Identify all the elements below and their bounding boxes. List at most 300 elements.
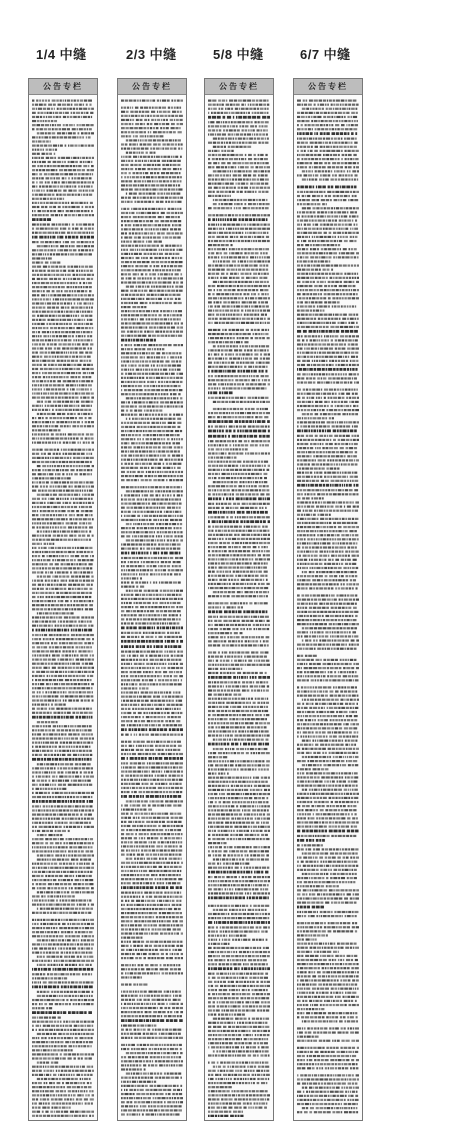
text-glyph-run bbox=[36, 140, 37, 142]
text-glyph-run bbox=[84, 654, 88, 656]
text-glyph-run bbox=[62, 347, 65, 349]
text-glyph-run bbox=[87, 675, 89, 677]
text-glyph-run bbox=[76, 863, 78, 865]
text-glyph-run bbox=[36, 481, 38, 483]
text-glyph-run bbox=[34, 1102, 37, 1104]
text-glyph-run bbox=[68, 1070, 71, 1072]
text-glyph-run bbox=[65, 498, 66, 500]
text-glyph-run bbox=[88, 642, 91, 644]
text-glyph-run bbox=[40, 908, 43, 910]
text-glyph-run bbox=[48, 339, 52, 341]
text-glyph-run bbox=[68, 899, 70, 901]
text-glyph-run bbox=[61, 559, 65, 561]
text-glyph-run bbox=[37, 278, 40, 280]
text-glyph-run bbox=[57, 161, 61, 163]
text-glyph-run bbox=[84, 270, 86, 272]
text-glyph-run bbox=[40, 683, 44, 685]
text-glyph-run bbox=[47, 559, 51, 561]
text-glyph-run bbox=[40, 514, 41, 516]
text-glyph-run bbox=[45, 822, 47, 824]
text-glyph-run bbox=[58, 616, 62, 618]
text-glyph-run bbox=[123, 265, 127, 267]
text-glyph-run bbox=[47, 331, 49, 333]
text-glyph-run bbox=[85, 514, 88, 516]
text-glyph-run bbox=[121, 318, 123, 320]
text-glyph-run bbox=[40, 973, 42, 975]
text-glyph-run bbox=[61, 931, 64, 933]
text-glyph-run bbox=[128, 224, 132, 226]
text-glyph-run bbox=[88, 157, 91, 159]
text-glyph-run bbox=[68, 838, 72, 840]
text-glyph-run bbox=[76, 368, 80, 370]
text-glyph-run bbox=[51, 991, 53, 993]
text-glyph-run bbox=[63, 904, 67, 906]
text-glyph-run bbox=[85, 327, 88, 329]
text-glyph-run bbox=[78, 629, 81, 632]
text-glyph-run bbox=[57, 625, 59, 627]
text-glyph-run bbox=[34, 863, 36, 865]
text-glyph-run bbox=[167, 281, 171, 283]
text-glyph-run bbox=[51, 214, 54, 216]
text-glyph-run bbox=[89, 104, 91, 106]
text-glyph-run bbox=[71, 506, 73, 508]
text-glyph-run bbox=[158, 208, 160, 210]
text-glyph-run bbox=[38, 433, 40, 435]
text-glyph-run bbox=[121, 356, 123, 358]
text-glyph-run bbox=[83, 413, 87, 415]
text-glyph-run bbox=[36, 563, 39, 565]
text-glyph-run bbox=[152, 193, 155, 195]
text-glyph-run bbox=[84, 995, 86, 997]
text-glyph-run bbox=[129, 236, 133, 238]
text-glyph-run bbox=[46, 671, 50, 673]
text-glyph-run bbox=[171, 99, 173, 101]
text-glyph-run bbox=[40, 485, 42, 487]
text-glyph-run bbox=[61, 612, 65, 614]
text-glyph-run bbox=[146, 188, 149, 190]
text-glyph-run bbox=[172, 164, 176, 166]
text-glyph-run bbox=[62, 132, 65, 134]
text-glyph-run bbox=[129, 152, 132, 154]
text-glyph-run bbox=[91, 132, 94, 134]
text-glyph-run bbox=[42, 477, 44, 479]
text-glyph-run bbox=[150, 220, 153, 222]
text-glyph-run bbox=[124, 123, 127, 125]
text-glyph-run bbox=[172, 294, 175, 296]
text-glyph-run bbox=[86, 453, 87, 455]
text-glyph-run bbox=[62, 530, 66, 532]
text-glyph-run bbox=[60, 767, 62, 769]
text-glyph-run bbox=[52, 620, 56, 622]
text-glyph-run bbox=[139, 172, 142, 174]
text-glyph-run bbox=[84, 551, 86, 553]
text-glyph-run bbox=[74, 185, 76, 187]
text-glyph-run bbox=[43, 384, 45, 386]
text-glyph-run bbox=[36, 319, 38, 321]
text-glyph-run bbox=[67, 968, 68, 971]
text-glyph-run bbox=[73, 1098, 75, 1100]
text-glyph-run bbox=[62, 999, 64, 1001]
text-glyph-run bbox=[62, 397, 64, 399]
text-glyph-run bbox=[53, 985, 57, 988]
text-glyph-run bbox=[79, 465, 81, 467]
text-glyph-run bbox=[43, 733, 46, 735]
text-glyph-run bbox=[39, 539, 42, 541]
text-glyph-run bbox=[177, 176, 179, 178]
text-glyph-run bbox=[76, 465, 78, 467]
text-glyph-run bbox=[91, 473, 92, 475]
text-glyph-run bbox=[70, 612, 73, 614]
text-glyph-run bbox=[91, 968, 93, 971]
text-glyph-run bbox=[138, 290, 141, 292]
text-glyph-run bbox=[73, 584, 77, 586]
text-glyph-run bbox=[59, 112, 62, 114]
text-glyph-run bbox=[35, 977, 36, 979]
text-glyph-run bbox=[141, 249, 145, 251]
text-glyph-run bbox=[59, 750, 61, 752]
text-glyph-run bbox=[55, 485, 57, 487]
text-glyph-run bbox=[58, 506, 60, 508]
text-glyph-run bbox=[70, 679, 72, 681]
text-glyph-run bbox=[55, 939, 57, 941]
text-glyph-run bbox=[53, 879, 56, 881]
text-glyph-run bbox=[62, 754, 66, 756]
text-glyph-run bbox=[48, 173, 49, 175]
text-glyph-run bbox=[74, 506, 77, 508]
text-glyph-run bbox=[54, 977, 58, 979]
text-glyph-run bbox=[80, 1066, 81, 1068]
text-glyph-run bbox=[41, 1041, 45, 1043]
text-glyph-run bbox=[71, 683, 73, 685]
text-glyph-run bbox=[46, 153, 49, 155]
text-glyph-run bbox=[121, 269, 124, 271]
text-glyph-run bbox=[81, 604, 84, 606]
text-glyph-run bbox=[76, 380, 78, 382]
text-glyph-run bbox=[43, 1094, 46, 1096]
text-glyph-run bbox=[162, 139, 165, 141]
text-glyph-run bbox=[141, 228, 143, 230]
text-glyph-run bbox=[83, 567, 86, 569]
text-glyph-run bbox=[85, 1070, 88, 1072]
text-glyph-run bbox=[69, 223, 70, 225]
text-glyph-run bbox=[56, 514, 57, 516]
text-glyph-run bbox=[176, 314, 178, 316]
text-glyph-run bbox=[129, 232, 131, 234]
text-glyph-run bbox=[54, 481, 58, 483]
text-glyph-run bbox=[90, 270, 93, 272]
text-glyph-run bbox=[50, 282, 53, 284]
text-glyph-run bbox=[50, 912, 52, 914]
text-glyph-run bbox=[49, 1016, 51, 1018]
text-glyph-run bbox=[89, 716, 90, 719]
text-glyph-run bbox=[92, 465, 94, 467]
text-glyph-run bbox=[80, 879, 82, 881]
text-glyph-run bbox=[57, 716, 60, 719]
text-glyph-run bbox=[88, 1011, 92, 1014]
text-glyph-run bbox=[56, 469, 59, 471]
text-glyph-run bbox=[124, 172, 127, 174]
text-glyph-run bbox=[79, 863, 83, 865]
text-glyph-run bbox=[144, 339, 145, 342]
text-glyph-run bbox=[40, 112, 43, 114]
text-glyph-run bbox=[77, 1053, 79, 1055]
text-glyph-run bbox=[38, 210, 41, 212]
text-glyph-run bbox=[73, 1033, 74, 1035]
text-glyph-run bbox=[42, 1107, 46, 1109]
text-glyph-run bbox=[139, 310, 142, 312]
text-glyph-run bbox=[32, 343, 33, 345]
text-glyph-run bbox=[175, 143, 178, 145]
text-glyph-run bbox=[88, 132, 90, 134]
text-glyph-run bbox=[36, 453, 39, 455]
text-glyph-run bbox=[32, 555, 34, 557]
text-glyph-run bbox=[69, 960, 72, 962]
text-glyph-run bbox=[160, 193, 162, 195]
text-glyph-run bbox=[170, 180, 172, 182]
text-glyph-run bbox=[76, 964, 78, 966]
text-glyph-run bbox=[125, 164, 128, 166]
text-glyph-run bbox=[60, 1011, 62, 1014]
text-glyph-run bbox=[72, 397, 75, 399]
text-glyph-run bbox=[55, 364, 58, 366]
text-glyph-run bbox=[44, 1053, 46, 1055]
text-glyph-run bbox=[128, 314, 130, 316]
text-glyph-run bbox=[61, 667, 64, 669]
text-glyph-run bbox=[60, 842, 62, 844]
text-glyph-run bbox=[68, 813, 71, 815]
text-glyph-run bbox=[71, 575, 74, 577]
text-glyph-run bbox=[80, 822, 84, 824]
text-glyph-run bbox=[72, 663, 75, 665]
text-glyph-run bbox=[65, 401, 69, 403]
text-glyph-run bbox=[154, 281, 157, 283]
text-glyph-run bbox=[157, 348, 159, 350]
text-glyph-run bbox=[39, 800, 41, 803]
text-glyph-run bbox=[37, 830, 40, 832]
text-glyph-run bbox=[121, 265, 122, 267]
text-glyph-run bbox=[175, 310, 177, 312]
text-glyph-run bbox=[164, 273, 168, 275]
text-glyph-run bbox=[45, 604, 47, 606]
text-glyph-run bbox=[65, 796, 67, 798]
text-glyph-run bbox=[40, 1090, 42, 1092]
text-glyph-run bbox=[69, 108, 72, 110]
text-glyph-run bbox=[129, 188, 133, 190]
text-glyph-run bbox=[42, 596, 43, 598]
text-glyph-run bbox=[70, 376, 74, 378]
text-glyph-run bbox=[165, 236, 169, 238]
text-glyph-run bbox=[64, 223, 68, 225]
text-glyph-run bbox=[75, 397, 78, 399]
text-glyph-run bbox=[63, 417, 66, 419]
text-glyph-run bbox=[38, 429, 42, 431]
text-glyph-run bbox=[173, 253, 175, 255]
text-glyph-run bbox=[54, 867, 58, 869]
text-glyph-run bbox=[126, 212, 128, 214]
text-glyph-run bbox=[68, 421, 70, 423]
text-glyph-run bbox=[40, 616, 42, 618]
text-glyph-run bbox=[32, 788, 34, 790]
text-glyph-run bbox=[129, 123, 132, 125]
text-glyph-run bbox=[69, 514, 73, 516]
text-glyph-run bbox=[45, 132, 47, 134]
text-glyph-run bbox=[40, 149, 42, 151]
text-glyph-run bbox=[63, 99, 64, 101]
text-glyph-run bbox=[89, 214, 91, 216]
text-glyph-run bbox=[45, 405, 46, 407]
text-glyph-run bbox=[81, 818, 83, 820]
text-glyph-run bbox=[65, 298, 67, 300]
text-glyph-run bbox=[42, 417, 44, 419]
text-glyph-run bbox=[73, 667, 75, 669]
text-glyph-run bbox=[75, 838, 77, 840]
text-glyph-run bbox=[130, 360, 131, 362]
text-glyph-run bbox=[157, 294, 159, 296]
text-glyph-run bbox=[64, 956, 68, 958]
text-glyph-run bbox=[34, 580, 36, 582]
text-glyph-run bbox=[32, 708, 35, 710]
text-glyph-run bbox=[51, 1098, 54, 1100]
text-glyph-run bbox=[43, 919, 46, 921]
text-glyph-run bbox=[144, 253, 147, 255]
text-glyph-run bbox=[132, 143, 136, 145]
text-glyph-run bbox=[91, 116, 92, 118]
text-glyph-run bbox=[37, 518, 41, 520]
text-glyph-run bbox=[32, 642, 35, 644]
text-glyph-run bbox=[50, 1074, 51, 1076]
text-glyph-run bbox=[41, 294, 45, 296]
text-glyph-run bbox=[32, 425, 36, 427]
text-glyph-run bbox=[76, 654, 78, 656]
text-glyph-run bbox=[123, 360, 125, 362]
text-glyph-run bbox=[178, 228, 181, 230]
text-glyph-run bbox=[82, 169, 85, 171]
text-glyph-run bbox=[32, 784, 36, 786]
text-glyph-run bbox=[40, 290, 42, 292]
text-glyph-run bbox=[74, 104, 78, 106]
text-glyph-run bbox=[76, 437, 79, 439]
text-glyph-run bbox=[180, 143, 182, 145]
text-glyph-run bbox=[71, 1037, 72, 1039]
text-glyph-run bbox=[53, 206, 56, 208]
text-glyph-run bbox=[56, 634, 58, 636]
text-glyph-run bbox=[32, 616, 34, 618]
text-glyph-run bbox=[74, 124, 75, 126]
text-glyph-run bbox=[42, 465, 46, 467]
text-glyph-run bbox=[87, 871, 89, 873]
text-glyph-run bbox=[73, 1029, 77, 1031]
text-glyph-run bbox=[91, 767, 93, 769]
text-glyph-run bbox=[92, 691, 93, 693]
text-glyph-run bbox=[87, 620, 89, 622]
text-glyph-run bbox=[48, 132, 51, 134]
text-glyph-run bbox=[60, 691, 62, 693]
text-glyph-run bbox=[77, 425, 79, 427]
text-glyph-run bbox=[72, 947, 76, 949]
text-glyph-run bbox=[178, 335, 182, 337]
column-header: 公告专栏 bbox=[118, 79, 186, 95]
text-glyph-run bbox=[32, 286, 35, 288]
text-glyph-run bbox=[50, 850, 52, 852]
text-glyph-run bbox=[60, 228, 62, 230]
text-glyph-run bbox=[130, 261, 132, 263]
text-glyph-run bbox=[82, 1115, 85, 1117]
text-glyph-run bbox=[44, 128, 47, 130]
text-glyph-run bbox=[121, 335, 124, 337]
text-glyph-run bbox=[59, 169, 63, 171]
text-glyph-run bbox=[49, 409, 51, 411]
text-glyph-run bbox=[69, 397, 71, 399]
text-glyph-run bbox=[77, 596, 81, 598]
text-glyph-run bbox=[152, 335, 156, 337]
text-glyph-run bbox=[37, 223, 39, 225]
text-glyph-run bbox=[74, 473, 77, 475]
text-glyph-run bbox=[159, 348, 161, 350]
text-glyph-run bbox=[73, 604, 75, 606]
text-glyph-run bbox=[73, 796, 75, 798]
text-glyph-run bbox=[88, 973, 90, 975]
text-glyph-run bbox=[74, 1066, 75, 1068]
text-glyph-run bbox=[148, 119, 149, 121]
text-glyph-run bbox=[32, 526, 35, 528]
text-glyph-run bbox=[84, 99, 87, 101]
text-glyph-run bbox=[37, 161, 39, 163]
text-glyph-run bbox=[79, 646, 80, 648]
text-glyph-run bbox=[60, 695, 64, 697]
text-glyph-run bbox=[57, 691, 59, 693]
text-glyph-run bbox=[145, 273, 147, 275]
text-glyph-run bbox=[40, 198, 42, 200]
text-glyph-run bbox=[72, 128, 76, 130]
text-glyph-run bbox=[163, 281, 167, 283]
text-glyph-run bbox=[169, 160, 172, 162]
text-glyph-run bbox=[40, 588, 44, 590]
text-glyph-run bbox=[91, 380, 93, 382]
text-glyph-run bbox=[78, 294, 80, 296]
text-glyph-run bbox=[32, 931, 35, 933]
text-glyph-run bbox=[49, 1041, 50, 1043]
text-glyph-run bbox=[50, 1090, 54, 1092]
text-glyph-run bbox=[39, 181, 43, 183]
text-glyph-run bbox=[38, 421, 41, 423]
text-glyph-run bbox=[152, 188, 156, 190]
text-glyph-run bbox=[68, 169, 72, 171]
text-glyph-run bbox=[50, 650, 54, 652]
text-glyph-run bbox=[42, 210, 46, 212]
text-glyph-run bbox=[67, 388, 69, 390]
text-glyph-run bbox=[157, 335, 160, 337]
text-glyph-run bbox=[68, 278, 70, 280]
text-glyph-run bbox=[32, 927, 35, 929]
text-glyph-run bbox=[151, 168, 153, 170]
text-glyph-run bbox=[75, 1045, 77, 1047]
text-glyph-run bbox=[49, 190, 53, 192]
text-glyph-run bbox=[165, 224, 167, 226]
text-glyph-run bbox=[70, 449, 73, 451]
text-glyph-run bbox=[46, 716, 50, 719]
text-glyph-run bbox=[75, 737, 78, 739]
text-glyph-run bbox=[179, 115, 183, 117]
text-glyph-run bbox=[32, 469, 34, 471]
text-glyph-run bbox=[175, 212, 178, 214]
text-glyph-run bbox=[130, 241, 131, 243]
text-glyph-run bbox=[40, 388, 41, 390]
text-glyph-run bbox=[74, 642, 78, 644]
text-glyph-run bbox=[61, 891, 63, 893]
text-glyph-run bbox=[161, 232, 165, 234]
text-glyph-run bbox=[32, 620, 34, 622]
text-glyph-run bbox=[54, 600, 56, 602]
